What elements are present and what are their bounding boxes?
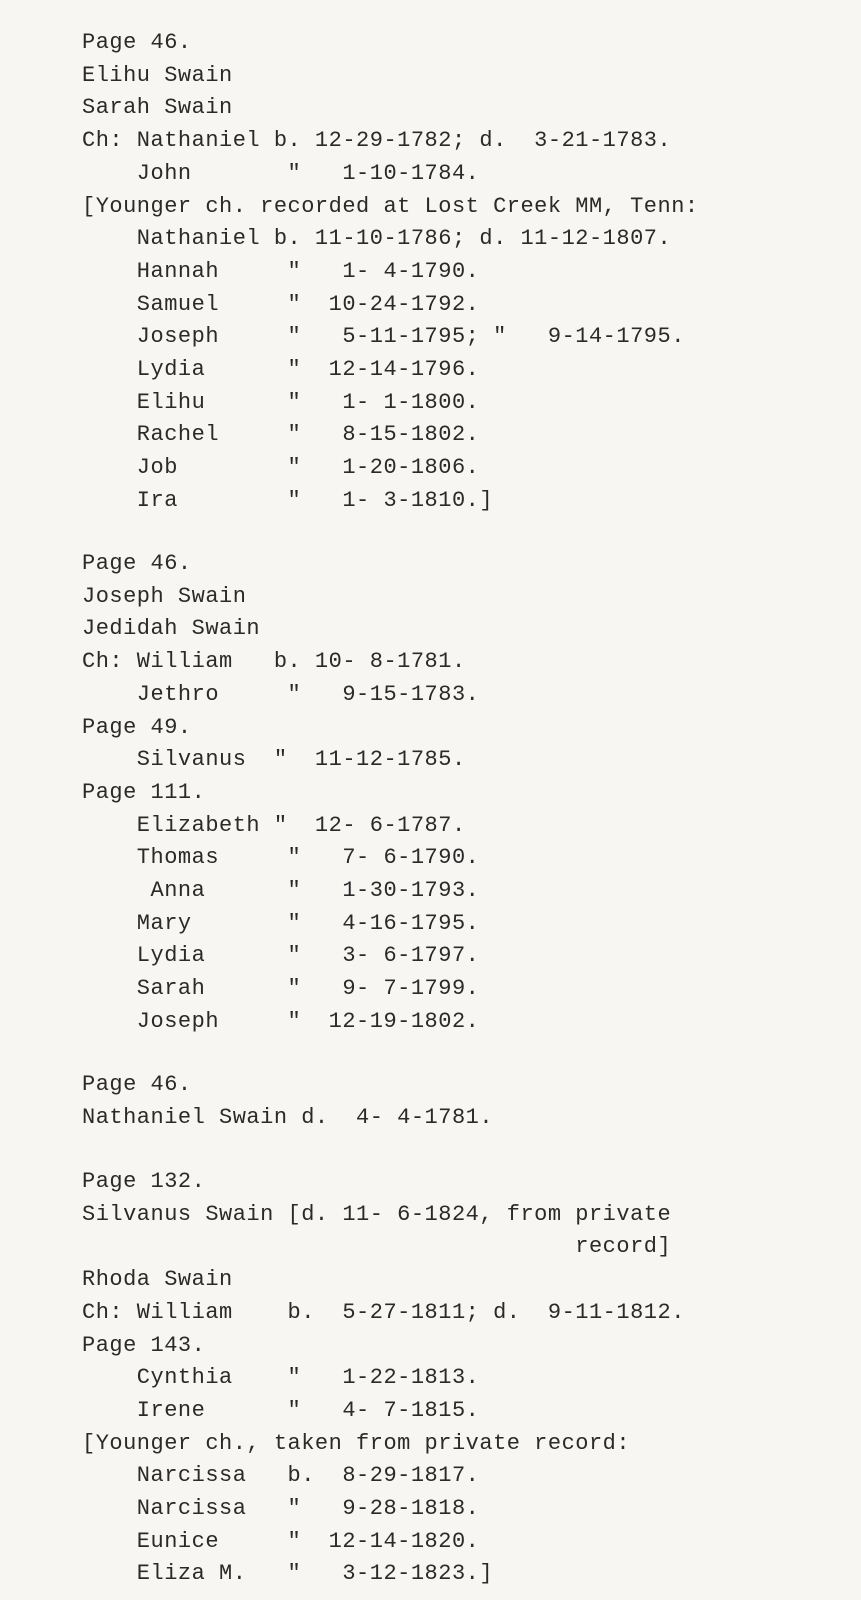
- text-line: Joseph " 5-11-1795; " 9-14-1795.: [82, 324, 685, 350]
- text-line: Job " 1-20-1806.: [82, 455, 480, 481]
- text-line: Nathaniel b. 11-10-1786; d. 11-12-1807.: [82, 226, 672, 252]
- text-line: Page 46.: [82, 551, 192, 576]
- text-line: Page 46.: [82, 1072, 192, 1097]
- text-line: Cynthia " 1-22-1813.: [82, 1365, 480, 1391]
- text-line: Joseph " 12-19-1802.: [82, 1008, 480, 1034]
- text-line: Hannah " 1- 4-1790.: [82, 258, 480, 284]
- text-line: Sarah " 9- 7-1799.: [82, 976, 480, 1002]
- text-line: Rachel " 8-15-1802.: [82, 422, 480, 448]
- text-line: Elizabeth " 12- 6-1787.: [82, 812, 466, 838]
- text-line: Page 46.: [82, 30, 192, 55]
- text-line: Irene " 4- 7-1815.: [82, 1397, 480, 1423]
- text-line: [Younger ch., taken from private record:: [82, 1430, 631, 1456]
- text-line: Silvanus Swain [d. 11- 6-1824, from private: [82, 1201, 672, 1227]
- text-line: Elihu " 1- 1-1800.: [82, 389, 480, 415]
- text-line: Lydia " 12-14-1796.: [82, 357, 480, 382]
- text-line: Joseph Swain: [82, 583, 247, 609]
- text-line: record]: [82, 1234, 672, 1260]
- text-line: Page 132.: [82, 1169, 206, 1194]
- text-line: Page 49.: [82, 714, 192, 740]
- text-line: Narcissa " 9-28-1818.: [82, 1496, 480, 1521]
- text-line: Page 111.: [82, 779, 206, 805]
- text-line: Ch: William b. 10- 8-1781.: [82, 649, 466, 675]
- text-line: Page 143.: [82, 1332, 206, 1358]
- text-line: Rhoda Swain: [82, 1267, 233, 1293]
- text-line: Elihu Swain: [82, 62, 233, 88]
- text-line: Ch: Nathaniel b. 12-29-1782; d. 3-21-1783.: [82, 128, 672, 154]
- text-line: [Younger ch. recorded at Lost Creek MM, Tenn:: [82, 193, 699, 219]
- text-line: Jethro " 9-15-1783.: [82, 681, 480, 707]
- text-line: Anna " 1-30-1793.: [82, 878, 480, 903]
- text-line: Ira " 1- 3-1810.]: [82, 487, 494, 513]
- text-line: Nathaniel Swain d. 4- 4-1781.: [82, 1104, 494, 1130]
- text-line: John " 1-10-1784.: [82, 160, 480, 186]
- text-line: Sarah Swain: [82, 95, 233, 121]
- text-line: Silvanus " 11-12-1785.: [82, 747, 466, 773]
- text-line: Eliza M. " 3-12-1823.]: [82, 1561, 494, 1587]
- text-line: Samuel " 10-24-1792.: [82, 291, 480, 317]
- text-line: Narcissa b. 8-29-1817.: [82, 1463, 480, 1489]
- text-line: Thomas " 7- 6-1790.: [82, 845, 480, 871]
- text-line: Ch: William b. 5-27-1811; d. 9-11-1812.: [82, 1299, 685, 1325]
- text-line: Eunice " 12-14-1820.: [82, 1528, 480, 1554]
- text-line: Mary " 4-16-1795.: [82, 910, 480, 936]
- text-line: Lydia " 3- 6-1797.: [82, 943, 480, 969]
- text-line: Jedidah Swain: [82, 616, 261, 642]
